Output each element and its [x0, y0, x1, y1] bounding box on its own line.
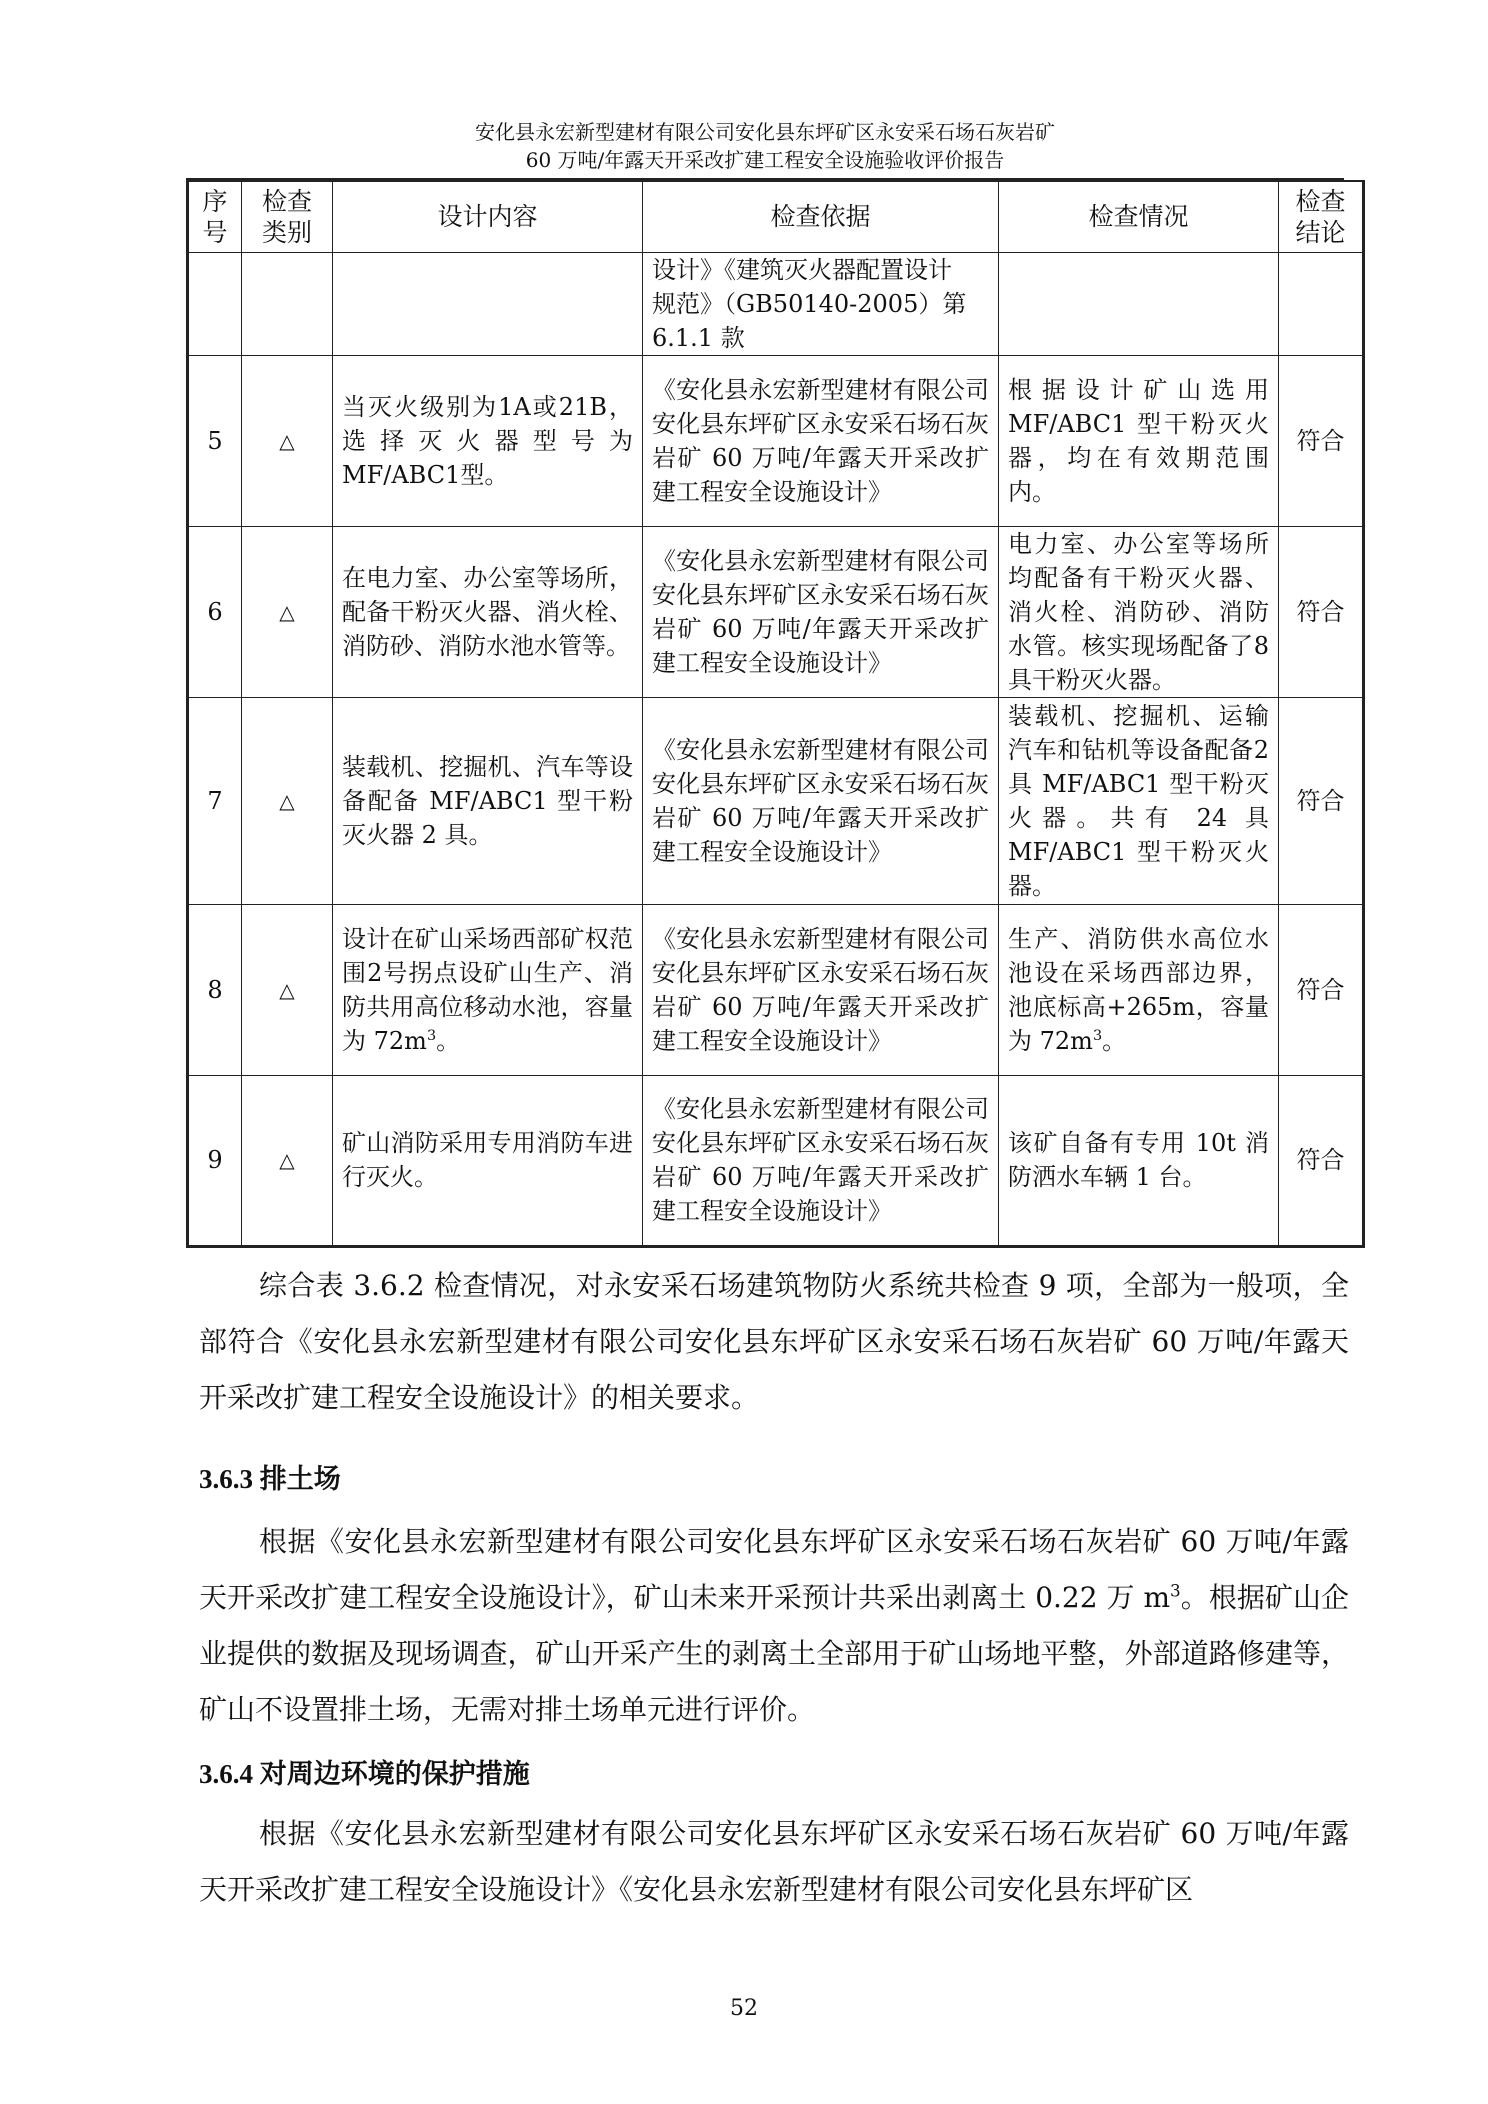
- row-seq: 6: [188, 526, 242, 697]
- summary-paragraph: 综合表 3.6.2 检查情况，对永安采石场建筑物防火系统共检查 9 项，全部为一般项，全部符合《安化县永宏新型建材有限公司安化县东坪矿区永安采石场石灰岩矿 60 万吨/年露天开采改扩建工程安全设施设计》的相关要求。: [199, 1269, 1349, 1414]
- row-basis: 《安化县永宏新型建材有限公司安化县东坪矿区永安采石场石灰岩矿 60 万吨/年露天开采改扩建工程安全设施设计》: [643, 697, 999, 904]
- table-row: [188, 1075, 1364, 1246]
- table-header-row: [188, 181, 1364, 252]
- row-conclusion: 符合: [1279, 355, 1364, 526]
- row-basis: 《安化县永宏新型建材有限公司安化县东坪矿区永安采石场石灰岩矿 60 万吨/年露天开采改扩建工程安全设施设计》: [643, 904, 999, 1075]
- row-design: 装载机、挖掘机、汽车等设备配备 MF/ABC1 型干粉灭火器 2 具。: [333, 697, 643, 904]
- table-row: [188, 697, 1364, 904]
- row-basis: 《安化县永宏新型建材有限公司安化县东坪矿区永安采石场石灰岩矿 60 万吨/年露天开采改扩建工程安全设施设计》: [643, 526, 999, 697]
- inspection-table: [186, 180, 1365, 1248]
- table-row: [188, 355, 1364, 526]
- row-status: 生产、消防供水高位水池设在采场西部边界，池底标高+265m，容量为 $72m^3$。: [999, 904, 1279, 1075]
- row-design: 设计在矿山采场西部矿权范围2号拐点设矿山生产、消防共用高位移动水池，容量为 $72m^3$。: [333, 904, 643, 1075]
- row-conclusion: 符合: [1279, 904, 1364, 1075]
- row-category: △: [242, 904, 333, 1075]
- section-363-paragraph: 根据《安化县永宏新型建材有限公司安化县东坪矿区永安采石场石灰岩矿 60 万吨/年露天开采改扩建工程安全设施设计》，矿山未来开采预计共采出剥离土 0.22 万 $m^3$。根据矿山企业提供的数据及现场调查，矿山开采产生的剥离土全部用于矿山场地平整，外部道路修建等，矿山不设置排土场，无需对排土场单元进行评价。: [199, 1525, 1349, 1726]
- table-row: [188, 526, 1364, 697]
- row-conclusion: 符合: [1279, 526, 1364, 697]
- row-seq: 9: [188, 1075, 242, 1246]
- page-header: [186, 118, 1344, 174]
- col-status: 检查情况: [999, 181, 1279, 252]
- col-seq: 序 号: [188, 181, 242, 252]
- row-status: 该矿自备有专用 10t 消防洒水车辆 1 台。: [999, 1075, 1279, 1246]
- page-number: 52: [730, 1996, 758, 2021]
- col-basis: 检查依据: [643, 181, 999, 252]
- col-design: 设计内容: [333, 181, 643, 252]
- section-364-paragraph: 根据《安化县永宏新型建材有限公司安化县东坪矿区永安采石场石灰岩矿 60 万吨/年露天开采改扩建工程安全设施设计》《安化县永宏新型建材有限公司安化县东坪矿区: [199, 1817, 1349, 1906]
- section-heading-363: 3.6.3 排土场: [199, 1464, 341, 1494]
- row-status: 根据设计矿山选用MF/ABC1 型干粉灭火器，均在有效期范围内。: [999, 355, 1279, 526]
- row-seq: 8: [188, 904, 242, 1075]
- row-design: 在电力室、办公室等场所，配备干粉灭火器、消火栓、消防砂、消防水池水管等。: [333, 526, 643, 697]
- row-status: 装载机、挖掘机、运输汽车和钻机等设备配备2 具 MF/ABC1 型干粉灭火器。共有 24 具MF/ABC1 型干粉灭火器。: [999, 697, 1279, 904]
- row-basis: 《安化县永宏新型建材有限公司安化县东坪矿区永安采石场石灰岩矿 60 万吨/年露天开采改扩建工程安全设施设计》: [643, 1075, 999, 1246]
- row-seq: 5: [188, 355, 242, 526]
- row-category: △: [242, 697, 333, 904]
- table-row: [188, 904, 1364, 1075]
- table-row-continuation: [188, 252, 1364, 355]
- section-heading-364: 3.6.4 对周边环境的保护措施: [199, 1759, 530, 1789]
- row-status: 电力室、办公室等场所均配备有干粉灭火器、消火栓、消防砂、消防水管。核实现场配备了8 具干粉灭火器。: [999, 526, 1279, 697]
- row-design: 矿山消防采用专用消防车进行灭火。: [333, 1075, 643, 1246]
- row-conclusion: 符合: [1279, 697, 1364, 904]
- row-design: 当灭火级别为1A或21B，选择灭火器型号为MF/ABC1型。: [333, 355, 643, 526]
- header-line-1: 安化县永宏新型建材有限公司安化县东坪矿区永安采石场石灰岩矿: [475, 120, 1055, 144]
- col-category: 检查 类别: [242, 181, 333, 252]
- row-seq: 7: [188, 697, 242, 904]
- row-category: △: [242, 355, 333, 526]
- row-basis: 《安化县永宏新型建材有限公司安化县东坪矿区永安采石场石灰岩矿 60 万吨/年露天开采改扩建工程安全设施设计》: [643, 355, 999, 526]
- col-conclusion: 检查 结论: [1279, 181, 1364, 252]
- row-category: △: [242, 526, 333, 697]
- header-line-2: 60 万吨/年露天开采改扩建工程安全设施验收评价报告: [525, 148, 1005, 172]
- row-conclusion: 符合: [1279, 1075, 1364, 1246]
- continuation-basis: 设计》《建筑灭火器配置设计 规范》（GB50140-2005）第 6.1.1 款: [643, 252, 999, 355]
- row-category: △: [242, 1075, 333, 1246]
